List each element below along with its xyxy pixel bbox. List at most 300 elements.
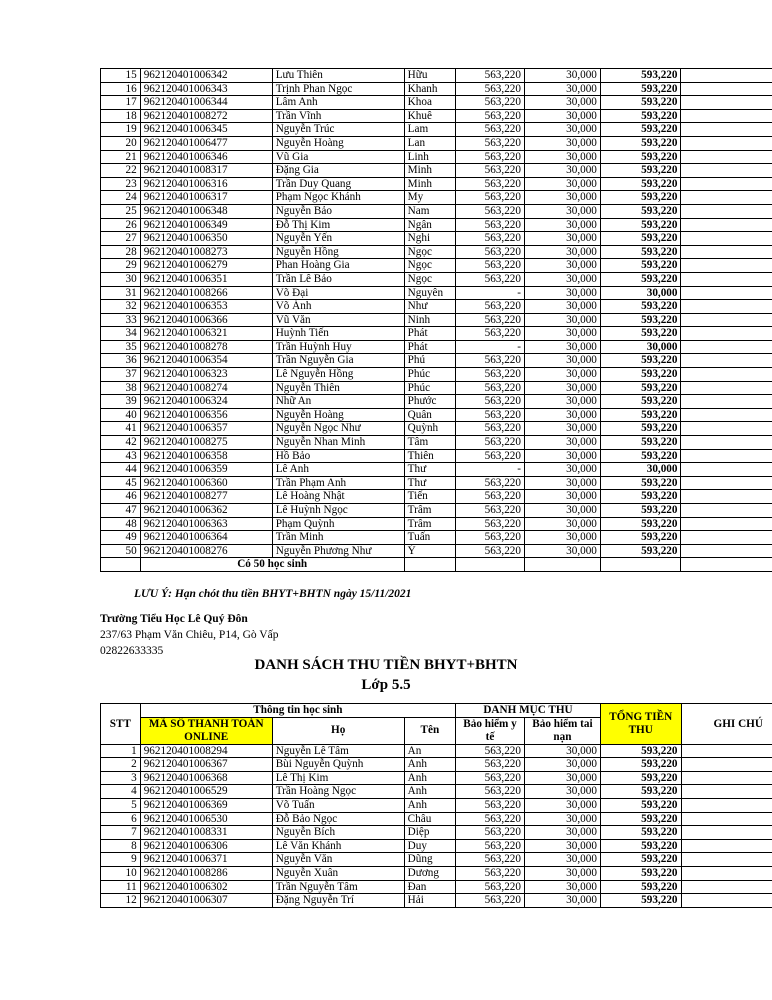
row-stt: 44: [101, 463, 141, 477]
row-health-insurance: -: [456, 286, 525, 300]
row-last-name: Nguyễn Nhan Minh: [272, 436, 404, 450]
row-health-insurance: 563,220: [456, 259, 525, 273]
table-row: [101, 894, 772, 908]
table-row: [101, 449, 772, 463]
row-first-name: Nam: [404, 204, 455, 218]
row-total: 593,220: [600, 866, 681, 880]
row-note: [681, 866, 772, 880]
row-accident-insurance: 30,000: [524, 204, 600, 218]
table-row: [101, 272, 772, 286]
header-note: GHI CHÚ: [681, 704, 772, 745]
row-health-insurance: 563,220: [456, 82, 525, 96]
row-payment-code: 962120401008277: [140, 490, 272, 504]
row-health-insurance: 563,220: [456, 812, 525, 826]
row-payment-code: 962120401008266: [140, 286, 272, 300]
deadline-note: LƯU Ý: Hạn chót thu tiền BHYT+BHTN ngày 15/11/2021: [134, 588, 412, 600]
row-health-insurance: 563,220: [456, 245, 525, 259]
row-last-name: Nguyễn Yến: [272, 232, 404, 246]
row-stt: 6: [101, 812, 141, 826]
row-note: [681, 463, 772, 477]
table-row: [101, 381, 772, 395]
row-note: [681, 504, 772, 518]
row-payment-code: 962120401008276: [140, 544, 272, 558]
row-last-name: Trần Nguyễn Gia: [272, 354, 404, 368]
row-first-name: Trâm: [404, 517, 455, 531]
table-row: [101, 758, 772, 772]
row-total: 593,220: [600, 531, 681, 545]
row-accident-insurance: 30,000: [524, 368, 600, 382]
row-payment-code: 962120401006317: [140, 191, 272, 205]
table-row: [101, 313, 772, 327]
row-note: [681, 300, 772, 314]
row-first-name: Như: [404, 300, 455, 314]
header-payment-code: MÃ SỐ THANH TOÁN ONLINE: [140, 717, 272, 744]
row-first-name: Tâm: [404, 436, 455, 450]
row-health-insurance: 563,220: [456, 232, 525, 246]
row-accident-insurance: 30,000: [524, 395, 600, 409]
row-payment-code: 962120401008294: [140, 744, 272, 758]
row-first-name: Phát: [404, 327, 455, 341]
row-health-insurance: 563,220: [456, 880, 525, 894]
row-first-name: Ngọc: [404, 272, 455, 286]
row-accident-insurance: 30,000: [524, 177, 600, 191]
table-row: [101, 490, 772, 504]
row-accident-insurance: 30,000: [524, 327, 600, 341]
row-payment-code: 962120401006343: [140, 82, 272, 96]
header-student-info: Thông tin học sinh: [140, 704, 455, 718]
row-note: [681, 476, 772, 490]
school-name: Trường Tiểu Học Lê Quý Đôn: [100, 613, 248, 625]
row-total: 593,220: [600, 109, 681, 123]
row-note: [681, 422, 772, 436]
row-payment-code: 962120401008275: [140, 436, 272, 450]
row-note: [681, 381, 772, 395]
row-total: 593,220: [600, 327, 681, 341]
row-accident-insurance: 30,000: [524, 82, 600, 96]
row-accident-insurance: 30,000: [524, 381, 600, 395]
row-total: 593,220: [600, 771, 681, 785]
table-row: [101, 150, 772, 164]
row-note: [681, 517, 772, 531]
row-total: 593,220: [600, 191, 681, 205]
row-payment-code: 962120401006356: [140, 408, 272, 422]
table-row: [101, 826, 772, 840]
row-first-name: Tuấn: [404, 531, 455, 545]
table-row: [101, 463, 772, 477]
row-stt: 16: [101, 82, 141, 96]
row-first-name: Thư: [404, 476, 455, 490]
header-stt: STT: [101, 704, 141, 745]
row-note: [681, 826, 772, 840]
row-last-name: Nguyễn Thiên: [272, 381, 404, 395]
row-health-insurance: 563,220: [456, 395, 525, 409]
row-accident-insurance: 30,000: [524, 313, 600, 327]
row-accident-insurance: 30,000: [524, 839, 600, 853]
row-total: 593,220: [600, 894, 681, 908]
row-accident-insurance: 30,000: [524, 191, 600, 205]
row-last-name: Trần Phạm Anh: [272, 476, 404, 490]
row-health-insurance: 563,220: [456, 109, 525, 123]
row-note: [681, 136, 772, 150]
row-note: [681, 69, 772, 83]
row-total: 593,220: [600, 490, 681, 504]
row-total: 593,220: [600, 69, 681, 83]
row-last-name: Hồ Bảo: [272, 449, 404, 463]
row-first-name: Phúc: [404, 368, 455, 382]
row-payment-code: 962120401006363: [140, 517, 272, 531]
row-health-insurance: -: [456, 463, 525, 477]
row-first-name: Phước: [404, 395, 455, 409]
row-stt: 15: [101, 69, 141, 83]
row-health-insurance: 563,220: [456, 531, 525, 545]
row-first-name: Dũng: [404, 853, 455, 867]
row-accident-insurance: 30,000: [524, 232, 600, 246]
row-total: 593,220: [600, 744, 681, 758]
row-accident-insurance: 30,000: [524, 517, 600, 531]
row-health-insurance: 563,220: [456, 853, 525, 867]
row-last-name: Nguyễn Hoàng: [272, 136, 404, 150]
row-stt: 38: [101, 381, 141, 395]
row-health-insurance: 563,220: [456, 504, 525, 518]
row-stt: 2: [101, 758, 141, 772]
row-health-insurance: 563,220: [456, 785, 525, 799]
row-note: [681, 880, 772, 894]
row-last-name: Trịnh Phan Ngọc: [272, 82, 404, 96]
row-payment-code: 962120401006351: [140, 272, 272, 286]
row-first-name: Anh: [404, 785, 455, 799]
row-first-name: Anh: [404, 798, 455, 812]
row-payment-code: 962120401006350: [140, 232, 272, 246]
table-row: [101, 544, 772, 558]
row-accident-insurance: 30,000: [524, 136, 600, 150]
document-title: DANH SÁCH THU TIỀN BHYT+BHTN: [254, 657, 518, 673]
row-last-name: Nguyễn Bảo: [272, 204, 404, 218]
row-accident-insurance: 30,000: [524, 422, 600, 436]
student-list-table-part2: [100, 703, 772, 908]
row-payment-code: 962120401006366: [140, 313, 272, 327]
table-row: [101, 96, 772, 110]
row-stt: 3: [101, 771, 141, 785]
row-last-name: Lê Nguyễn Hồng: [272, 368, 404, 382]
row-total: 593,220: [600, 449, 681, 463]
row-note: [681, 368, 772, 382]
row-stt: 36: [101, 354, 141, 368]
row-stt: 42: [101, 436, 141, 450]
row-stt: 11: [101, 880, 141, 894]
row-payment-code: 962120401006349: [140, 218, 272, 232]
row-stt: 35: [101, 340, 141, 354]
row-payment-code: 962120401006348: [140, 204, 272, 218]
row-stt: 21: [101, 150, 141, 164]
row-first-name: Diệp: [404, 826, 455, 840]
row-stt: 7: [101, 826, 141, 840]
row-total: 593,220: [600, 272, 681, 286]
row-payment-code: 962120401008274: [140, 381, 272, 395]
table-row: [101, 123, 772, 137]
table-row: [101, 517, 772, 531]
row-payment-code: 962120401006477: [140, 136, 272, 150]
row-total: 593,220: [600, 204, 681, 218]
table-row: [101, 136, 772, 150]
row-health-insurance: 563,220: [456, 826, 525, 840]
row-note: [681, 313, 772, 327]
row-note: [681, 232, 772, 246]
table-row: [101, 531, 772, 545]
row-payment-code: 962120401008317: [140, 164, 272, 178]
row-accident-insurance: 30,000: [524, 490, 600, 504]
row-accident-insurance: 30,000: [524, 866, 600, 880]
row-last-name: Nguyễn Hoàng: [272, 408, 404, 422]
table2-body: [101, 744, 772, 907]
table-row: [101, 286, 772, 300]
row-first-name: Tiến: [404, 490, 455, 504]
row-last-name: Lê Huỳnh Ngọc: [272, 504, 404, 518]
row-last-name: Nguyễn Bích: [272, 826, 404, 840]
table-row: [101, 354, 772, 368]
row-payment-code: 962120401006371: [140, 853, 272, 867]
row-note: [681, 164, 772, 178]
row-note: [681, 259, 772, 273]
row-last-name: Phạm Ngọc Khánh: [272, 191, 404, 205]
table-row: [101, 853, 772, 867]
row-health-insurance: 563,220: [456, 218, 525, 232]
row-note: [681, 798, 772, 812]
row-payment-code: 962120401008278: [140, 340, 272, 354]
row-total: 593,220: [600, 123, 681, 137]
row-first-name: Ninh: [404, 313, 455, 327]
row-last-name: Trần Nguyễn Tâm: [272, 880, 404, 894]
row-note: [681, 327, 772, 341]
row-last-name: Phan Hoàng Gia: [272, 259, 404, 273]
table-row: [101, 436, 772, 450]
row-note: [681, 109, 772, 123]
row-total: 593,220: [600, 245, 681, 259]
row-health-insurance: 563,220: [456, 758, 525, 772]
row-stt: 5: [101, 798, 141, 812]
row-last-name: Lưu Thiên: [272, 69, 404, 83]
table-row: [101, 476, 772, 490]
table-row: [101, 164, 772, 178]
row-total: 593,220: [600, 150, 681, 164]
row-stt: 25: [101, 204, 141, 218]
row-first-name: Khuê: [404, 109, 455, 123]
row-payment-code: 962120401006364: [140, 531, 272, 545]
row-total: 593,220: [600, 381, 681, 395]
row-total: 593,220: [600, 408, 681, 422]
row-payment-code: 962120401006529: [140, 785, 272, 799]
row-accident-insurance: 30,000: [524, 109, 600, 123]
row-first-name: Hữu: [404, 69, 455, 83]
row-accident-insurance: 30,000: [524, 300, 600, 314]
row-first-name: Khoa: [404, 96, 455, 110]
row-health-insurance: 563,220: [456, 96, 525, 110]
class-name: Lớp 5.5: [361, 677, 411, 693]
row-first-name: Đan: [404, 880, 455, 894]
row-last-name: Lâm Anh: [272, 96, 404, 110]
row-payment-code: 962120401008272: [140, 109, 272, 123]
row-first-name: Anh: [404, 771, 455, 785]
row-note: [681, 82, 772, 96]
row-health-insurance: 563,220: [456, 164, 525, 178]
row-stt: 49: [101, 531, 141, 545]
row-stt: 45: [101, 476, 141, 490]
row-note: [681, 531, 772, 545]
row-stt: 46: [101, 490, 141, 504]
row-health-insurance: 563,220: [456, 771, 525, 785]
row-payment-code: 962120401006279: [140, 259, 272, 273]
row-total: 593,220: [600, 232, 681, 246]
row-note: [681, 758, 772, 772]
row-first-name: Phú: [404, 354, 455, 368]
row-health-insurance: 563,220: [456, 354, 525, 368]
row-total: 30,000: [600, 463, 681, 477]
header-first-name: Tên: [404, 717, 455, 744]
row-last-name: Nguyễn Hồng: [272, 245, 404, 259]
row-health-insurance: 563,220: [456, 136, 525, 150]
row-stt: 32: [101, 300, 141, 314]
row-first-name: Thiên: [404, 449, 455, 463]
row-total: 593,220: [600, 422, 681, 436]
row-accident-insurance: 30,000: [524, 449, 600, 463]
table-row: [101, 218, 772, 232]
row-health-insurance: -: [456, 340, 525, 354]
row-health-insurance: 563,220: [456, 744, 525, 758]
row-note: [681, 544, 772, 558]
table-row: [101, 204, 772, 218]
row-total: 593,220: [600, 218, 681, 232]
table-row: [101, 839, 772, 853]
row-note: [681, 96, 772, 110]
table-row: [101, 69, 772, 83]
row-accident-insurance: 30,000: [524, 798, 600, 812]
row-payment-code: 962120401006368: [140, 771, 272, 785]
table1-footer-row: [101, 558, 772, 572]
row-note: [681, 272, 772, 286]
row-note: [681, 449, 772, 463]
header-last-name: Họ: [272, 717, 404, 744]
row-first-name: Ngân: [404, 218, 455, 232]
row-accident-insurance: 30,000: [524, 894, 600, 908]
row-accident-insurance: 30,000: [524, 272, 600, 286]
row-total: 593,220: [600, 164, 681, 178]
row-accident-insurance: 30,000: [524, 96, 600, 110]
row-health-insurance: 563,220: [456, 313, 525, 327]
row-first-name: Minh: [404, 177, 455, 191]
row-stt: 41: [101, 422, 141, 436]
table-row: [101, 866, 772, 880]
school-phone: 02822633335: [100, 645, 164, 657]
row-first-name: Quân: [404, 408, 455, 422]
row-payment-code: 962120401006353: [140, 300, 272, 314]
row-stt: 10: [101, 866, 141, 880]
row-payment-code: 962120401008273: [140, 245, 272, 259]
row-note: [681, 150, 772, 164]
row-last-name: Trần Huỳnh Huy: [272, 340, 404, 354]
row-stt: 8: [101, 839, 141, 853]
row-first-name: Minh: [404, 164, 455, 178]
row-first-name: Phúc: [404, 381, 455, 395]
row-total: 593,220: [600, 880, 681, 894]
row-health-insurance: 563,220: [456, 449, 525, 463]
row-first-name: Hải: [404, 894, 455, 908]
row-total: 593,220: [600, 798, 681, 812]
row-last-name: Đặng Nguyễn Trí: [272, 894, 404, 908]
row-note: [681, 395, 772, 409]
row-accident-insurance: 30,000: [524, 164, 600, 178]
row-total: 593,220: [600, 476, 681, 490]
row-payment-code: 962120401008286: [140, 866, 272, 880]
row-payment-code: 962120401006358: [140, 449, 272, 463]
row-health-insurance: 563,220: [456, 894, 525, 908]
row-total: 593,220: [600, 812, 681, 826]
row-stt: 23: [101, 177, 141, 191]
row-stt: 28: [101, 245, 141, 259]
row-accident-insurance: 30,000: [524, 812, 600, 826]
row-last-name: Đỗ Bảo Ngọc: [272, 812, 404, 826]
row-total: 593,220: [600, 504, 681, 518]
row-payment-code: 962120401006321: [140, 327, 272, 341]
row-payment-code: 962120401006360: [140, 476, 272, 490]
row-payment-code: 962120401008331: [140, 826, 272, 840]
row-note: [681, 123, 772, 137]
row-accident-insurance: 30,000: [524, 744, 600, 758]
row-last-name: Nguyễn Lê Tâm: [272, 744, 404, 758]
row-stt: 48: [101, 517, 141, 531]
row-payment-code: 962120401006316: [140, 177, 272, 191]
row-accident-insurance: 30,000: [524, 245, 600, 259]
table-row: [101, 422, 772, 436]
row-health-insurance: 563,220: [456, 177, 525, 191]
row-accident-insurance: 30,000: [524, 531, 600, 545]
row-health-insurance: 563,220: [456, 150, 525, 164]
row-last-name: Nguyễn Văn: [272, 853, 404, 867]
row-health-insurance: 563,220: [456, 490, 525, 504]
row-first-name: Lam: [404, 123, 455, 137]
row-first-name: Châu: [404, 812, 455, 826]
table-row: [101, 245, 772, 259]
row-accident-insurance: 30,000: [524, 340, 600, 354]
row-last-name: Võ Ánh: [272, 300, 404, 314]
row-total: 593,220: [600, 395, 681, 409]
table-row: [101, 109, 772, 123]
row-stt: 22: [101, 164, 141, 178]
table1-body: [101, 69, 772, 558]
row-stt: 26: [101, 218, 141, 232]
row-payment-code: 962120401006307: [140, 894, 272, 908]
row-accident-insurance: 30,000: [524, 436, 600, 450]
row-note: [681, 839, 772, 853]
row-payment-code: 962120401006530: [140, 812, 272, 826]
row-stt: 39: [101, 395, 141, 409]
row-stt: 20: [101, 136, 141, 150]
table-row: [101, 880, 772, 894]
row-first-name: Duy: [404, 839, 455, 853]
table-row: [101, 340, 772, 354]
row-last-name: Trần Lê Bảo: [272, 272, 404, 286]
row-payment-code: 962120401006362: [140, 504, 272, 518]
row-stt: 31: [101, 286, 141, 300]
row-stt: 12: [101, 894, 141, 908]
row-stt: 37: [101, 368, 141, 382]
row-health-insurance: 563,220: [456, 191, 525, 205]
row-total: 593,220: [600, 300, 681, 314]
row-last-name: Nguyễn Xuân: [272, 866, 404, 880]
row-first-name: Anh: [404, 758, 455, 772]
row-health-insurance: 563,220: [456, 381, 525, 395]
row-first-name: Khanh: [404, 82, 455, 96]
table2-header-row1: [101, 704, 772, 718]
row-first-name: Thư: [404, 463, 455, 477]
